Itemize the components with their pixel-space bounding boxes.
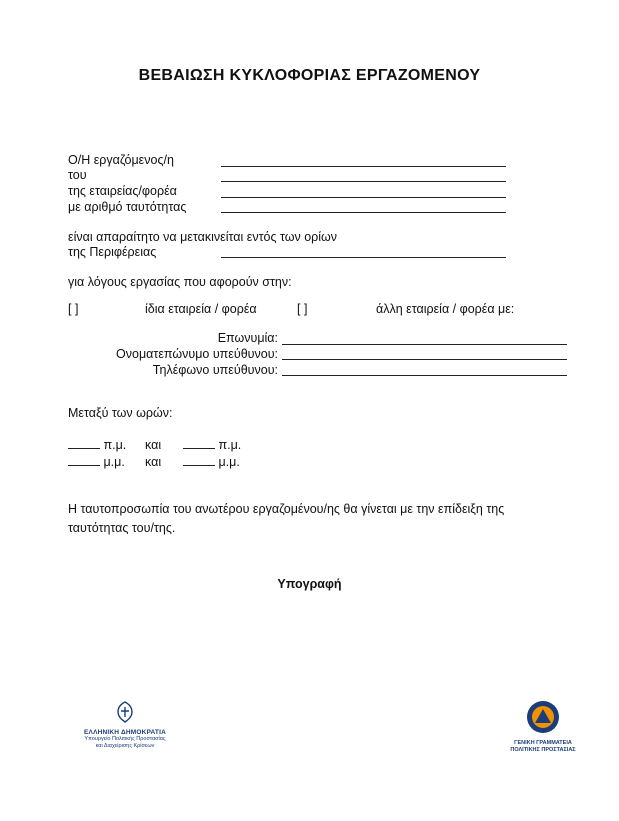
start-time-am-line[interactable]	[68, 438, 100, 449]
same-company-label: ίδια εταιρεία / φορέα	[145, 302, 257, 316]
am-label-2: π.μ.	[218, 438, 242, 452]
company-line[interactable]	[221, 197, 506, 198]
pm-label-2: μ.μ.	[218, 455, 240, 469]
other-company-checkbox[interactable]: [ ]	[297, 302, 308, 316]
of-label: του	[68, 168, 87, 182]
hellenic-republic-text: ΕΛΛΗΝΙΚΗ ΔΗΜΟΚΡΑΤΙΑ	[84, 729, 166, 736]
hours-row-pm-end	[183, 455, 240, 469]
civil-protection-logo	[508, 700, 578, 754]
hours-row-pm	[68, 455, 125, 469]
same-company-checkbox[interactable]: [ ]	[68, 302, 79, 316]
movement-text-1: είναι απαραίτητο να μετακινείται εντός των ορίων	[68, 230, 338, 244]
identity-text-1: Η ταυτοπροσωπία του ανωτέρου εργαζομένου/ης θα γίνεται με την επίδειξη της	[68, 502, 505, 516]
employee-line[interactable]	[221, 166, 506, 167]
phone-label: Τηλέφωνο υπεύθυνου:	[152, 363, 278, 377]
reasons-text: για λόγους εργασίας που αφορούν στην:	[68, 275, 292, 289]
employee-label: Ο/Η εργαζόμενος/η	[68, 153, 174, 167]
company-label: της εταιρείας/φορέα	[68, 184, 177, 198]
end-time-am-line[interactable]	[183, 438, 215, 449]
pm-label-1: μ.μ.	[103, 455, 125, 469]
civil-protection-emblem-icon	[526, 700, 560, 734]
identity-text-2: ταυτότητας του/της.	[68, 521, 176, 535]
company-name-label: Επωνυμία:	[217, 331, 278, 345]
start-time-pm-line[interactable]	[68, 455, 100, 466]
movement-text-2: της Περιφέρειας	[68, 245, 157, 259]
hellenic-republic-logo	[70, 700, 180, 750]
other-company-label: άλλη εταιρεία / φορέα με:	[376, 302, 515, 316]
id-label: με αριθμό ταυτότητας	[68, 200, 187, 214]
general-secretariat-text-1: ΓΕΝΙΚΗ ΓΡΑΜΜΑΤΕΙΑ	[514, 740, 572, 746]
hours-row-am	[68, 438, 126, 452]
end-time-pm-line[interactable]	[183, 455, 215, 466]
responsible-line[interactable]	[282, 359, 567, 360]
am-label-1: π.μ.	[103, 438, 127, 452]
of-line[interactable]	[221, 181, 506, 182]
hours-row-am-end	[183, 438, 241, 452]
id-line[interactable]	[221, 212, 506, 213]
between-hours-label: Μεταξύ των ωρών:	[68, 406, 173, 420]
responsible-label: Ονοματεπώνυμο υπεύθυνου:	[116, 347, 278, 361]
company-name-line[interactable]	[282, 344, 567, 345]
general-secretariat-text-2: ΠΟΛΙΤΙΚΗΣ ΠΡΟΣΤΑΣΙΑΣ	[510, 747, 576, 753]
phone-line[interactable]	[282, 375, 567, 376]
ministry-text-2: και Διαχείρισης Κρίσεων	[95, 743, 155, 749]
document-title: ΒΕΒΑΙΩΣΗ ΚΥΚΛΟΦΟΡΙΑΣ ΕΡΓΑΖΟΜΕΝΟΥ	[138, 67, 481, 84]
signature-label: Υπογραφή	[277, 577, 342, 591]
and-label-1: και	[145, 438, 162, 452]
ministry-text-1: Υπουργείο Πολιτικής Προστασίας	[84, 736, 166, 742]
coat-of-arms-icon	[113, 700, 137, 724]
region-line[interactable]	[221, 257, 506, 258]
and-label-2: και	[145, 455, 162, 469]
